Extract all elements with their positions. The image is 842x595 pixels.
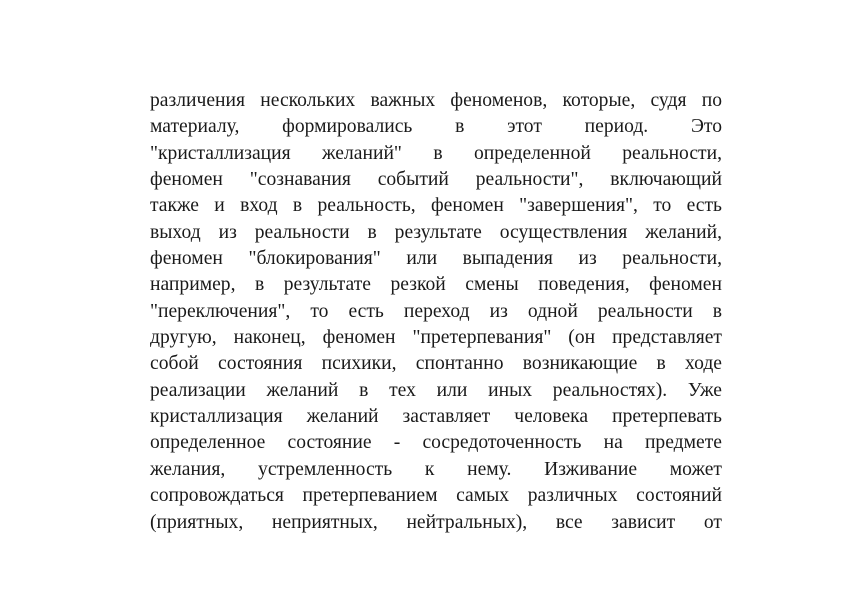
- text-line: материалу, формировались в этот период. Это: [150, 116, 722, 138]
- text-line: собой состояния психики, спонтанно возникающие в ходе: [150, 353, 722, 375]
- text-line: выход из реальности в результате осуществления желаний,: [150, 221, 722, 243]
- text-line: сопровождаться претерпеванием самых различных состояний: [150, 485, 722, 507]
- text-line: (приятных, неприятных, нейтральных), все зависит от: [150, 511, 722, 533]
- text-line: другую, наконец, феномен "претерпевания" (он представляет: [150, 327, 722, 349]
- text-line: реализации желаний в тех или иных реальностях). Уже: [150, 379, 722, 401]
- text-line: желания, устремленность к нему. Изживание может: [150, 458, 722, 480]
- text-line: например, в результате резкой смены поведения, феномен: [150, 274, 722, 296]
- text-line: "переключения", то есть переход из одной реальности в: [150, 300, 722, 322]
- text-line: феномен "блокирования" или выпадения из реальности,: [150, 248, 722, 270]
- text-line: кристаллизация желаний заставляет человека претерпевать: [150, 406, 722, 428]
- body-text: [150, 88, 722, 536]
- text-line: феномен "сознавания событий реальности", включающий: [150, 169, 722, 191]
- text-line: "кристаллизация желаний" в определенной реальности,: [150, 142, 722, 164]
- text-line: определенное состояние - сосредоточенность на предмете: [150, 432, 722, 454]
- text-line: различения нескольких важных феноменов, которые, судя по: [150, 90, 722, 111]
- text-line: также и вход в реальность, феномен "завершения", то есть: [150, 195, 722, 217]
